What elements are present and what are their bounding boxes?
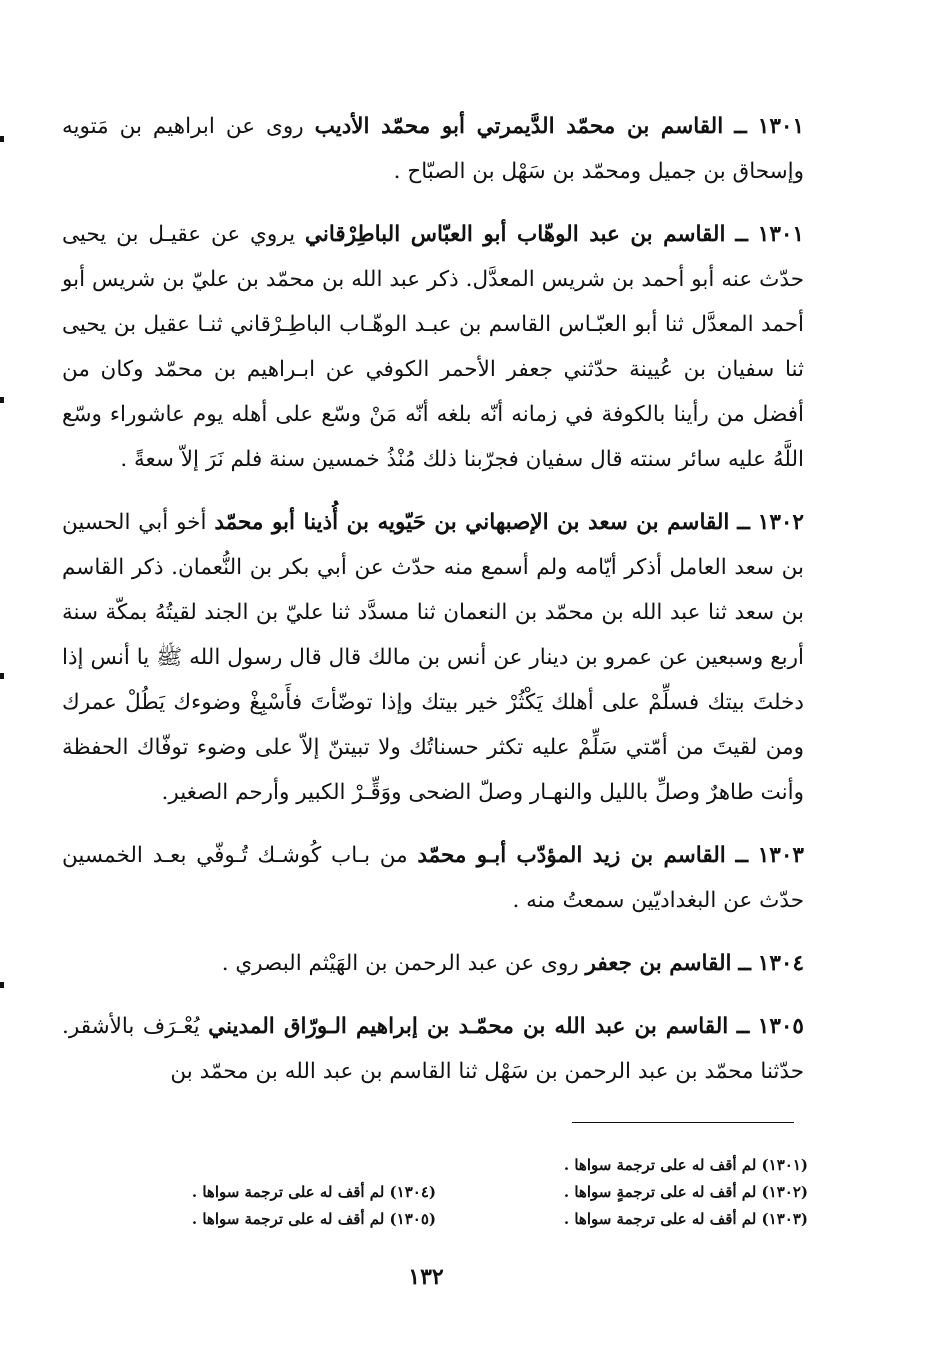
entry-name: القاسم بن محمّد الدَّيمرتي أبو محمّد الأديب [314,114,724,139]
scan-edge-mark [0,673,4,679]
footnote-1302: (١٣٠٢) لم أقف له على ترجمةٍ سواها . [563,1183,808,1201]
footnotes-right-column [518,1152,808,1233]
entry-1304 [62,941,804,986]
entry-dash: ــ [736,1014,750,1039]
entry-number: ١٣٠٢ [757,510,804,535]
entry-1301-a [62,104,804,194]
entry-name: القاسم بن سعد بن الإصبهاني بن حَيّويه بن أُذينا أبو محمّد [214,510,730,535]
footnote-divider [572,1122,794,1123]
entry-dash: ــ [734,114,747,139]
entry-1305 [62,1004,804,1094]
entry-number: ١٣٠٣ [757,843,804,868]
entry-dash: ــ [735,222,748,247]
entry-name: القاسم بن زيد المؤدّب أبـو محمّد [417,843,726,868]
entry-1303 [62,833,804,923]
entry-body: أخو أبي الحسين بن سعد العامل أذكر أيّامه ولم أسمع منه حدّث عن أبي بكر بن النُّعمان. ذكر القاسم بن سعد ثنا عبد الله بن محمّد بن النعمان ثنا مسدَّد ثنا عليّ بن الجند لقيتُهُ بمكّة سنة أربع وسبعين عن عمرو بن دينار عن أنس بن مالك قال قال رسول الله ﷺ يا أنس إذا دخلتَ بيتك فسلِّمْ على أهلك يَكْثُرْ خير بيتك وإذا توضّأتَ فأَسْبِغْ وضوءك يَطُلْ عمرك ومن لقيتَ من أمّتي سَلِّمْ عليه تكثر حسناتُك ولا تبيتنّ إلاّ على وضوء توفّاك الحفظة وأنت طاهرٌ وصلِّ بالليل والنهـار وصلّ الضحى ووَقِّـرْ الكبير وأرحم الصغير. [62,510,804,805]
entry-number: ١٣٠٥ [757,1014,804,1039]
entry-number: ١٣٠١ [757,114,804,139]
entry-body: يروي عن عقيـل بن يحيى حدّث عنه أبو أحمد بن شريس المعدَّل. ذكر عبد الله بن محمّد بن عليّ بن شريس أبو أحمد المعدَّل ثنا أبو العبّـاس القاسم بن عبـد الوهّـاب الباطِـرْقاني ثنـا عقيل بن يحيى ثنا سفيان بن عُيينة حدّثني جعفر الأحمر الكوفي عن ابـراهيم بن محمّد وكان من أفضل من رأينا بالكوفة في زمانه أنّه بلغه أنّه مَنْ وسّع على أهله يوم عاشوراء وسّع اللَّهُ عليه سائر سنته قال سفيان فجرّبنا ذلك مُنْذُ خمسين سنة فلم نَرَ إلاّ سعةً . [62,222,804,472]
entry-name: القاسم بن جعفر [585,951,732,976]
footnote-1301: (١٣٠١) لم أقف له على ترجمة سواها . [563,1156,808,1174]
page-number: ١٣٢ [408,1264,444,1290]
entry-number: ١٣٠١ [757,222,804,247]
scan-edge-mark [0,397,4,403]
entry-1301-b [62,212,804,482]
scan-edge-mark [0,982,4,988]
entry-name: القاسم بن عبد الوهّاب أبو العبّاس الباطِرْقاني [304,222,726,247]
main-text [62,104,804,1112]
entry-number: ١٣٠٤ [757,951,804,976]
footnotes [60,1152,808,1252]
entry-body: من بـاب كُوشـك تُـوفّي بعـد الخمسين حدّث عن البغداديّين سمعتُ منه . [62,843,804,913]
entry-dash: ــ [735,843,749,868]
entry-body: يُعْـرَف بالأشقر. حدّثنا محمّد بن عبد الرحمن بن سَهْل ثنا القاسم بن عبد الله بن محمّد بن [62,1014,804,1084]
entry-dash: ــ [738,951,751,976]
entry-body: روى عن عبد الرحمن بن الهَيْثم البصري . [221,951,579,976]
entry-1302 [62,500,804,815]
entry-dash: ــ [737,510,750,535]
entry-body: روى عن ابراهيم بن مَتويه وإسحاق بن جميل ومحمّد بن سَهْل بن الصبّاح . [62,114,804,184]
footnote-1304: (١٣٠٤) لم أقف له على ترجمة سواها . [191,1183,436,1201]
footnote-1305: (١٣٠٥) لم أقف له على ترجمة سواها . [191,1210,436,1228]
scan-edge-mark [0,136,4,142]
footnotes-left-column [136,1179,436,1233]
footnote-1303: (١٣٠٣) لم أقف له على ترجمة سواها . [563,1210,808,1228]
entry-name: القاسم بن عبد الله بن محمّـد بن إبراهيم الـورّاق المديني [208,1014,729,1039]
